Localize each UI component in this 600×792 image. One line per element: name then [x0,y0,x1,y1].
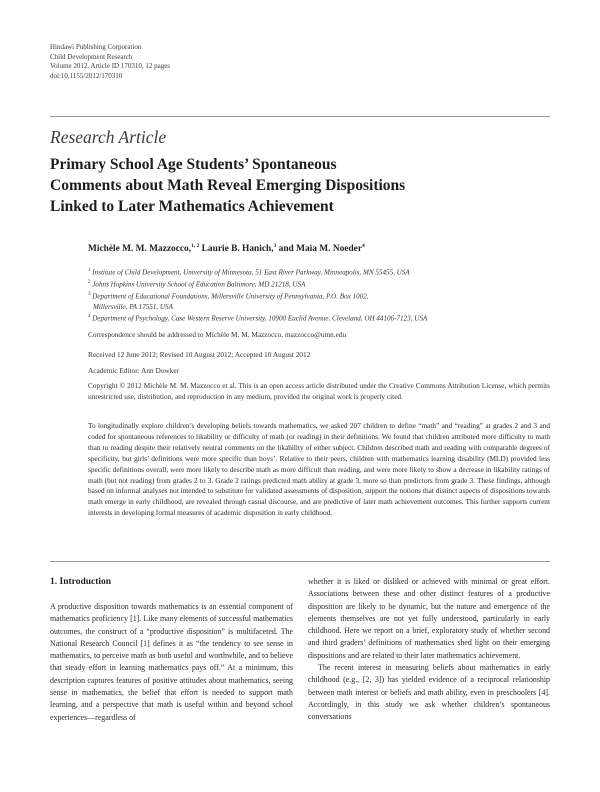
paper-title [50,154,550,217]
paragraph: The recent interest in measuring beliefs about mathematics in early childhood (e.g., [2, 3]) has yielded evidence of a reciprocal relationship between math interest or beliefs and math ability, even in preschoolers [4]. Accordingly, in this study we ask whether children’s spontaneous conversations [308,663,550,722]
abstract: To longitudinally explore children’s developing beliefs towards mathematics, we asked 207 children to define “math” and “reading” at grades 2 and 3 and coded for spontaneous references to likability or difficulty of math (or reading) in their definitions. We found that children attributed more difficulty to math than to reading despite their relatively neutral comments on the likability of either subject. Children described math and reading with comparable degrees of specificity, but girls’ definitions were more specific than boys’. Relative to their peers, children with mathematics learning disability (MLD) provided less specific definitions overall, were more likely to describe math as more difficult than reading, and were more likely to show a decrease in likability ratings of math (but not reading) from grades 2 to 3. Grade 2 ratings predicted math ability at grade 3, more so than predictors from grade 3. These findings, although based on informal analyses not intended to substitute for validated assessments of disposition, support the notions that distinct aspects of dispositions towards math emerge in early childhood, are revealed through casual discourse, and are predictive of later math achievement outcomes. This further supports current interests in developing formal measures of academic disposition in early childhood. [88,421,550,518]
title-line: Primary School Age Students’ Spontaneous [50,156,337,173]
author-name: Laurie B. Hanich, [199,244,274,255]
right-column [308,576,550,724]
paragraph: whether it is liked or disliked or achieved with minimal or great effort. Associations between these and other distinct features of a productive disposition are likely to be dynamic, but the nature and emergence of the elements themselves are not yet fully understood, particularly in early childhood. Here we report on a brief, exploratory study of whether second and third graders’ definitions of mathematics shed light on their emerging dispositions and are related to their later mathematics achievement. [308,577,550,660]
author-affiliation-mark: 4 [361,243,365,249]
title-line: Comments about Math Reveal Emerging Dispositions [50,177,406,194]
author-affiliation-mark: 1, 2 [191,243,200,249]
affiliation-item: $^3$ Department of Educational Foundations, Millersville University of Pennsylvania, P.O. Box 1002, [88,291,369,301]
affiliation-item: $^1$ Institute of Child Development, University of Minnesota, 51 East River Parkway, Minneapolis, MN 55455, USA [88,268,410,277]
section-heading: 1. Introduction [50,577,112,587]
title-line: Linked to Later Mathematics Achievement [50,198,334,215]
author-name: Michèle M. M. Mazzocco, [88,244,192,255]
copyright-notice: Copyright © 2012 Michèle M. M. Mazzocco et al. This is an open access article distributed under the Creative Commons Attribution License, which permits unrestricted use, distribution, and reproduction in any medium, provided the original work is properly cited. [88,381,550,401]
doi: doi:10.1155/2012/170310 [50,71,123,80]
top-rule [50,116,550,117]
author-list [88,243,548,254]
journal-header [50,43,350,81]
correspondence: Correspondence should be addressed to Michèle M. M. Mazzocco, mazzocco@umn.edu [88,330,347,339]
affiliation-item: $^4$ Department of Psychology, Case Western Reserve University, 10900 Euclid Avenue, Cleveland, OH 44106-7123, USA [88,314,428,323]
author-affiliation-mark: 3 [273,243,277,249]
author-name: and Maia M. Noeder [276,244,362,255]
affiliations [88,266,548,324]
publication-dates: Received 12 June 2012; Revised 10 August 2012; Accepted 10 August 2012 [88,350,311,359]
paragraph: A productive disposition towards mathematics is an essential component of mathematics proficiency [1]. Like many elements of successful mathematics outcomes, the construct of a “productive disposition” is multifaceted. The National Research Council [1] defines it as “the tendency to see sense in mathematics, to perceive math as both useful and worthwhile, and to believe that steady effort in learning mathematics pays off.” At a minimum, this description captures features of positive attitudes about mathematics, seeing sense in mathematics, the belief that effort is needed to support math learning, and a perspective that math is useful within and beyond school experiences—regardless of [50,602,293,722]
affiliation-item: Millersville, PA 17551, USA [93,302,173,311]
academic-editor: Academic Editor: Ann Dowker [88,366,179,375]
left-column [50,601,293,724]
volume-info: Volume 2012, Article ID 170310, 12 pages [50,62,171,71]
abstract-rule [50,561,550,562]
publisher-name: Hindawi Publishing Corporation [50,43,142,51]
article-type: Research Article [50,127,167,147]
journal-name: Child Development Research [50,52,133,61]
affiliation-item: $^2$ Johns Hopkins University School of Education Baltimore, MD 21218, USA [88,279,306,289]
